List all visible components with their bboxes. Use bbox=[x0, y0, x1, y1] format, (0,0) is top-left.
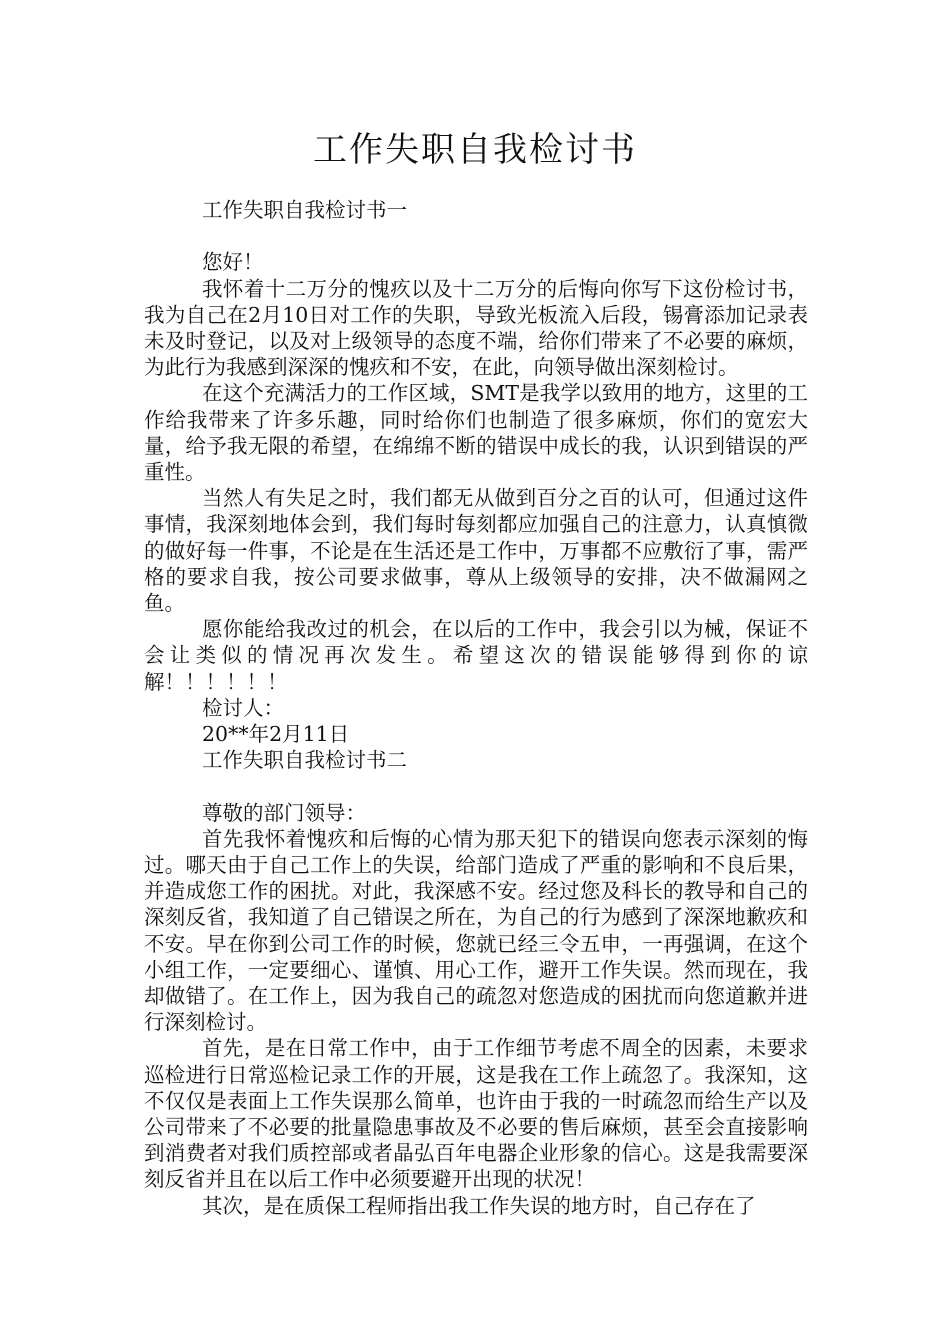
blank-line bbox=[144, 223, 808, 249]
letter2-heading: 工作失职自我检讨书二 bbox=[202, 748, 407, 773]
letter2-salutation: 尊敬的部门领导： bbox=[202, 800, 366, 825]
letter1-date: 20**年2月11日 bbox=[202, 722, 350, 747]
letter1-paragraph: 愿你能给我改过的机会，在以后的工作中，我会引以为械，保证不会让类似的情况再次发生。希望这次的错误能够得到你的谅解！！！！！！ bbox=[144, 617, 808, 694]
letter2-paragraph: 首先我怀着愧疚和后悔的心情为那天犯下的错误向您表示深刻的悔过。哪天由于自己工作上的失误，给部门造成了严重的影响和不良后果，并造成您工作的困扰。对此，我深感不安。经过您及科长的教导和自己的深刻反省，我知道了自己错误之所在，为自己的行为感到了深深地歉疚和不安。早在你到公司工作的时候，您就已经三令五申，一再强调，在这个小组工作，一定要细心、谨慎、用心工作，避开工作失误。然而现在，我却做错了。在工作上，因为我自己的疏忽对您造成的困扰而向您道歉并进行深刻检讨。 bbox=[144, 826, 808, 1035]
blank-line bbox=[144, 773, 808, 799]
letter2-paragraph: 首先，是在日常工作中，由于工作细节考虑不周全的因素，未要求巡检进行日常巡检记录工作的开展，这是我在工作上疏忽了。我深知，这不仅仅是表面上工作失误那么简单，也许由于我的一时疏忽而给生产以及公司带来了不必要的批量隐患事故及不必要的售后麻烦，甚至会直接影响到消费者对我们质控部或者晶弘百年电器企业形象的信心。这是我需要深刻反省并且在以后工作中必须要避开出现的状况！ bbox=[144, 1036, 808, 1192]
letter1-paragraph: 在这个充满活力的工作区域，SMT是我学以致用的地方，这里的工作给我带来了许多乐趣，同时给你们也制造了很多麻烦，你们的宽宏大量，给予我无限的希望，在绵绵不断的错误中成长的我，认识到错误的严重性。 bbox=[144, 381, 808, 485]
document-body bbox=[144, 197, 808, 1219]
document-title: 工作失职自我检讨书 bbox=[313, 130, 637, 170]
letter1-heading: 工作失职自我检讨书一 bbox=[202, 198, 407, 222]
letter1-signature: 检讨人： bbox=[202, 695, 284, 720]
letter2-paragraph: 其次，是在质保工程师指出我工作失误的地方时，自己存在了 bbox=[202, 1193, 756, 1218]
letter1-paragraph: 当然人有失足之时，我们都无从做到百分之百的认可，但通过这件事情，我深刻地体会到，我们每时每刻都应加强自己的注意力，认真慎微的做好每一件事，不论是在生活还是工作中，万事都不应敷衍了事，需严格的要求自我，按公司要求做事，尊从上级领导的安排，决不做漏网之鱼。 bbox=[144, 486, 808, 616]
letter1-paragraph: 我怀着十二万分的愧疚以及十二万分的后悔向你写下这份检讨书，我为自己在2月10日对工作的失职，导致光板流入后段，锡膏添加记录表未及时登记，以及对上级领导的态度不端，给你们带来了不必要的麻烦，为此行为我感到深深的愧疚和不安，在此，向领导做出深刻检讨。 bbox=[144, 276, 808, 380]
letter1-salutation: 您好！ bbox=[202, 250, 264, 275]
